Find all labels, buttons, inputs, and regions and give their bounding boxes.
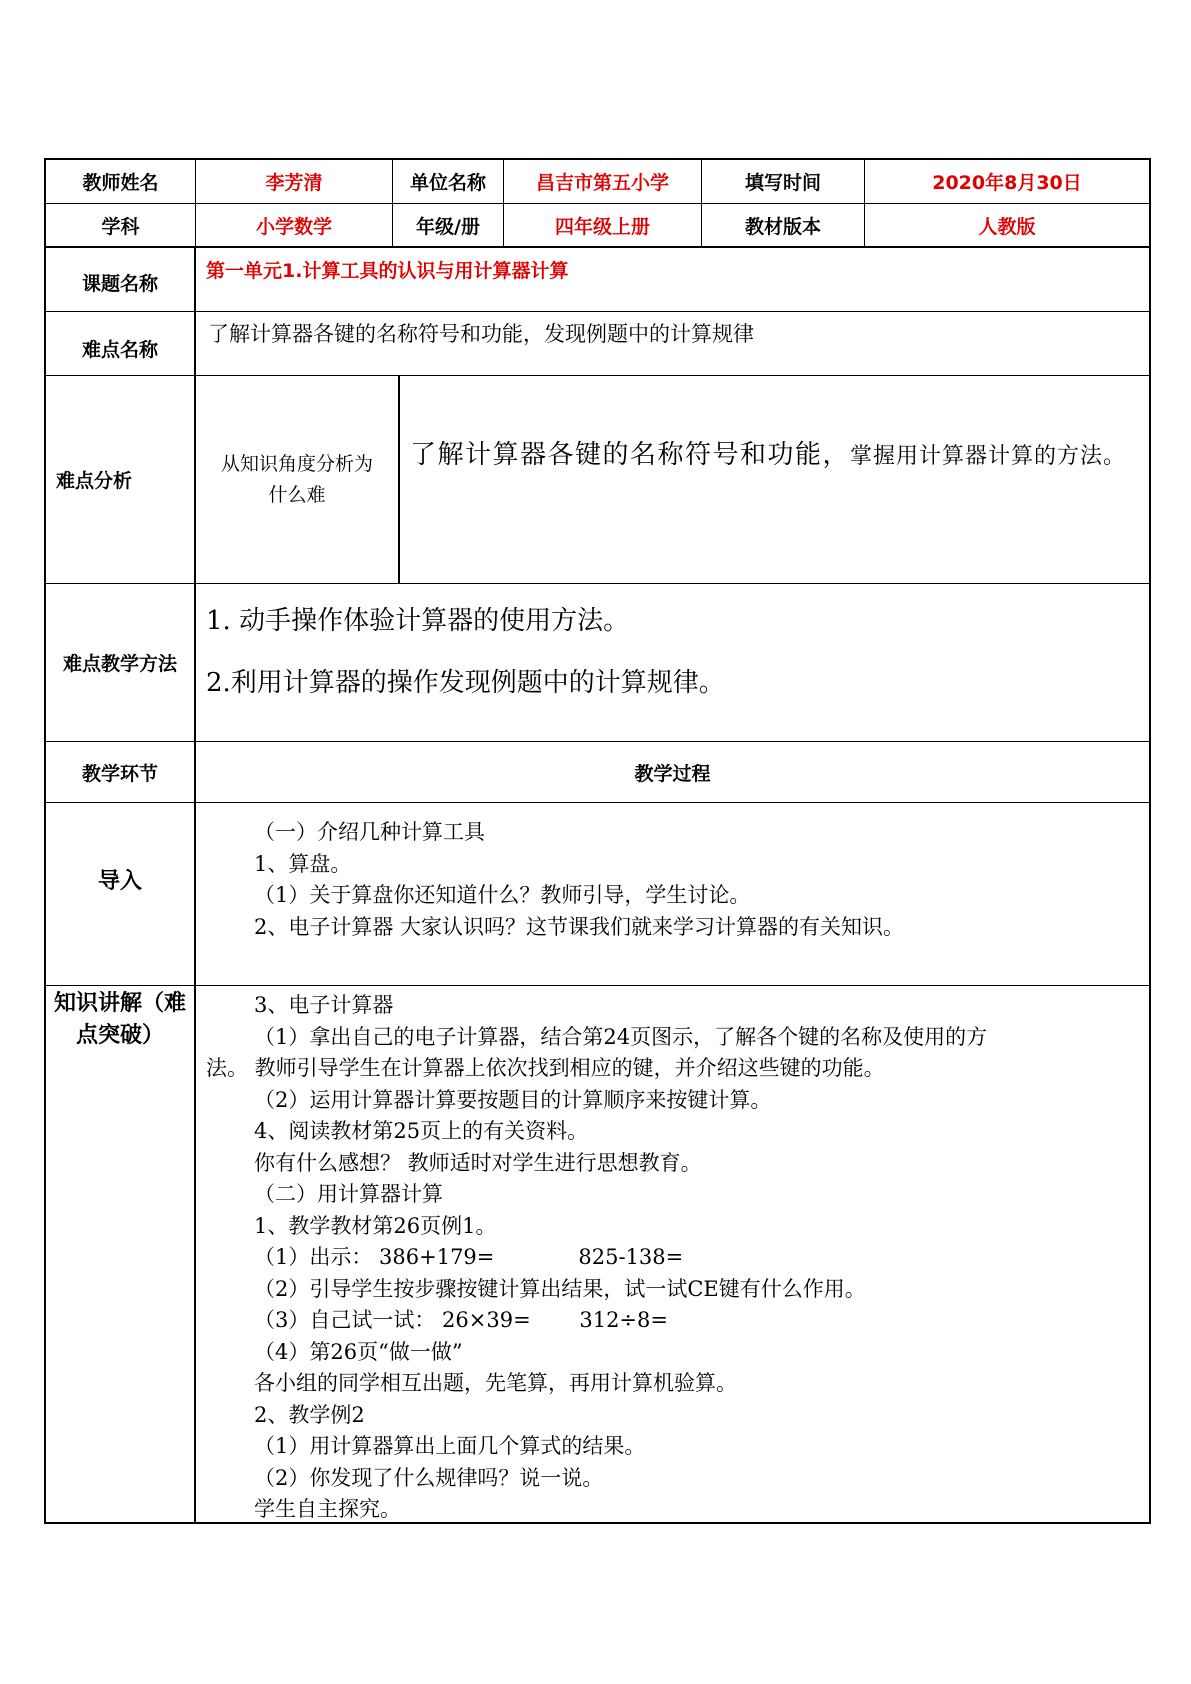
- topic-row: [46, 248, 1149, 312]
- analysis-value-a: 了解计算器各键的名称符号和功能，: [410, 440, 851, 470]
- explain-line-7: （二）用计算器计算: [254, 1182, 443, 1206]
- explain-line-14: 2、教学例2: [254, 1402, 365, 1427]
- difficulty-label: 难点名称: [46, 312, 196, 375]
- analysis-sub-label-text: 从知识角度分析为什么难: [220, 452, 373, 506]
- unit-value: 昌吉市第五小学: [504, 160, 702, 203]
- edition-value: 人教版: [978, 215, 1036, 238]
- intro-line-3: （1）关于算盘你还知道什么？教师引导，学生讨论。: [254, 883, 751, 907]
- process-header-left: 教学环节: [46, 742, 196, 802]
- explain-content: [196, 986, 1149, 1522]
- teacher-label: 教师姓名: [46, 160, 196, 203]
- explain-line-4: （2）运用计算器计算要按题目的计算顺序来按键计算。: [254, 1087, 772, 1112]
- explain-line-10: （2）引导学生按步骤按键计算出结果，试一试CE键有什么作用。: [254, 1276, 866, 1301]
- analysis-sub-label: [196, 376, 400, 583]
- subject-label: 学科: [46, 204, 196, 246]
- lesson-plan-table: [44, 158, 1151, 1524]
- method-label: 难点教学方法: [46, 584, 196, 741]
- unit-label: 单位名称: [393, 160, 504, 203]
- intro-content: [196, 803, 1149, 985]
- intro-line-1: （一）介绍几种计算工具: [254, 820, 485, 844]
- method-row: [46, 584, 1149, 742]
- grade-value: 四年级上册: [504, 204, 702, 246]
- date-label: 填写时间: [702, 160, 865, 203]
- explain-line-16: （2）你发现了什么规律吗？说一说。: [254, 1465, 604, 1490]
- method-value: [196, 584, 1149, 741]
- explain-line-6: 你有什么感想？ 教师适时对学生进行思想教育。: [254, 1150, 702, 1175]
- explain-row: [46, 986, 1149, 1522]
- explain-label: [46, 986, 196, 1522]
- date-value: 2020年8月30日: [932, 172, 1082, 194]
- difficulty-row: [46, 312, 1149, 376]
- analysis-row: [46, 376, 1149, 584]
- analysis-value: [400, 376, 1149, 583]
- explain-line-2: （1）拿出自己的电子计算器，结合第24页图示，了解各个键的名称及使用的方: [254, 1024, 988, 1049]
- difficulty-value: 了解计算器各键的名称符号和功能，发现例题中的计算规律: [208, 322, 754, 346]
- grade-label: 年级/册: [393, 204, 504, 246]
- intro-label: 导入: [46, 803, 196, 985]
- analysis-value-b: 掌握用计算器计算的方法。: [850, 444, 1127, 469]
- method-line-1: 1. 动手操作体验计算器的使用方法。: [206, 606, 630, 636]
- topic-value: 第一单元1.计算工具的认识与用计算器计算: [206, 260, 569, 282]
- subject-value: 小学数学: [196, 204, 393, 246]
- intro-line-4: 2、电子计算器 大家认识吗？这节课我们就来学习计算器的有关知识。: [254, 914, 905, 939]
- explain-line-3: 法。 教师引导学生在计算器上依次找到相应的键，并介绍这些键的功能。: [206, 1056, 885, 1080]
- explain-line-13: 各小组的同学相互出题，先笔算，再用计算机验算。: [254, 1371, 737, 1395]
- explain-label-text: 知识讲解（难点突破）: [54, 991, 187, 1048]
- intro-row: [46, 803, 1149, 986]
- explain-line-11: （3）自己试一试： 26×39= 312÷8=: [254, 1308, 668, 1332]
- intro-line-2: 1、算盘。: [254, 851, 352, 876]
- explain-line-17: 学生自主探究。: [254, 1497, 401, 1521]
- explain-line-1: 3、电子计算器: [254, 993, 394, 1017]
- explain-line-9: （1）出示： 386+179= 825-138=: [254, 1245, 684, 1269]
- explain-line-8: 1、教学教材第26页例1。: [254, 1213, 497, 1238]
- header-row-1: [46, 160, 1149, 204]
- edition-label: 教材版本: [702, 204, 865, 246]
- topic-label: 课题名称: [46, 248, 196, 311]
- method-line-2: 2.利用计算器的操作发现例题中的计算规律。: [206, 668, 725, 698]
- header-row-2: [46, 204, 1149, 248]
- analysis-label: 难点分析: [46, 376, 196, 583]
- explain-line-12: （4）第26页“做一做”: [254, 1339, 463, 1364]
- process-header-right: 教学过程: [634, 762, 711, 785]
- explain-line-15: （1）用计算器算出上面几个算式的结果。: [254, 1434, 646, 1458]
- teacher-value: 李芳清: [196, 160, 393, 203]
- explain-line-5: 4、阅读教材第25页上的有关资料。: [254, 1119, 589, 1143]
- process-header-row: [46, 742, 1149, 803]
